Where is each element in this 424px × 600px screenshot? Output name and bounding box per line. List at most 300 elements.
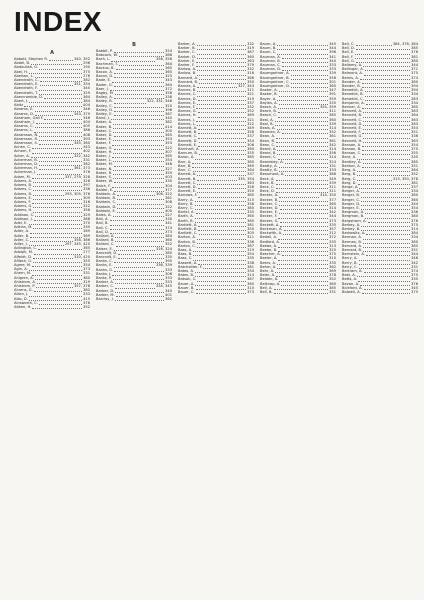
entry-name: Betts, A.: [342, 277, 358, 282]
entry-name: Beck, B.: [260, 180, 275, 185]
entry-pages: 331: [329, 163, 336, 168]
entry-name: Barnett, B.: [178, 130, 198, 135]
entry-pages: 316: [83, 199, 90, 204]
index-column: [178, 42, 254, 594]
entry-name: Beeler, A.: [260, 256, 278, 261]
entry-name: Ahlstrom, P.: [14, 283, 36, 288]
entry-name: Barnes, B.: [178, 88, 197, 93]
entry-name: Ball, D.: [96, 229, 109, 234]
entry-pages: 314: [329, 147, 336, 152]
entry-pages: 336: [411, 134, 418, 139]
entry-pages: 363: [247, 58, 254, 63]
entry-pages: 316, 324: [155, 246, 172, 251]
entry-pages: 337: [247, 134, 254, 139]
entry-pages: 331: [329, 289, 336, 294]
entry-pages: 408: [83, 132, 90, 137]
entry-name: Bennett, F.: [342, 130, 362, 135]
entry-pages: 296: [83, 61, 90, 66]
entry-name: Adams, B.: [14, 183, 33, 188]
entry-pages: 332: [247, 67, 254, 72]
entry-name: Barnes, G.: [178, 109, 197, 114]
entry-name: Abendroth, T.: [14, 90, 38, 95]
entry-name: Bade, E.: [96, 78, 111, 83]
entry-name: Abendroth, F.: [14, 86, 38, 91]
entry-name: Beecher, A.: [260, 252, 281, 257]
entry-pages: 403: [165, 175, 172, 180]
entry-pages: 377: [165, 187, 172, 192]
entry-name: Baer, J.: [96, 86, 109, 91]
entry-name: Adlington, C.: [14, 246, 38, 251]
entry-pages: 344: [411, 63, 418, 68]
entry-pages: 322, 331, 346: [146, 99, 172, 104]
entry-pages: 364: [411, 113, 418, 118]
entry-pages: 386: [329, 172, 336, 177]
entry-pages: 333: [165, 275, 172, 280]
entry-pages: 276: [83, 73, 90, 78]
entry-pages: 380: [165, 250, 172, 255]
entry-pages: 356, 358: [155, 57, 172, 62]
entry-pages: 360: [329, 281, 336, 286]
entry-name: Adams, A.: [14, 178, 33, 183]
dot-leader: [115, 297, 164, 301]
entry-pages: 394: [411, 84, 418, 89]
entry-pages: 277: [83, 250, 90, 255]
entry-pages: 350: [247, 79, 254, 84]
entry-name: Addison, J.: [14, 216, 33, 221]
entry-name: Bancroft, D.: [96, 250, 118, 255]
entry-name: Abrams, E.: [14, 107, 34, 112]
entry-pages: 377: [329, 197, 336, 202]
entry-pages: 404: [83, 103, 90, 108]
entry-name: Beckman, A.: [260, 226, 283, 231]
entry-pages: 364: [247, 168, 254, 173]
entry-name: Beckwith, A.: [260, 231, 283, 236]
entry-pages: 349: [329, 176, 336, 181]
entry-name: Barber, D.: [96, 288, 115, 293]
entry-pages: 376: [83, 170, 90, 175]
entry-name: Berger, A.: [342, 189, 360, 194]
entry-pages: 332: [247, 105, 254, 110]
entry-name: Barker, A.: [178, 42, 196, 46]
entry-pages: 360: [329, 117, 336, 122]
entry-name: Adler, B.: [14, 233, 30, 238]
entry-name: Bickford, A.: [342, 285, 363, 290]
entry-name: Bailey, E.: [96, 112, 113, 117]
entry-name: Ahlstrom, A.: [14, 279, 36, 284]
entry-name: Beck, D.: [260, 189, 275, 194]
entry-name: Bennett, E.: [342, 126, 362, 131]
entry-name: Bancroft, E.: [96, 254, 117, 259]
dot-leader: [32, 305, 82, 309]
entry-name: Bell, G.: [342, 58, 355, 63]
entry-pages: 310: [247, 285, 254, 290]
section-letter: A: [50, 50, 54, 56]
entry-pages: 385: [411, 46, 418, 51]
entry-pages: 380: [247, 193, 254, 198]
entry-pages: 336, 339: [155, 263, 172, 268]
entry-pages: 321: [247, 117, 254, 122]
entry-pages: 316: [247, 71, 254, 76]
entry-pages: 344: [411, 201, 418, 206]
entry-name: Bauman, D.: [260, 67, 282, 72]
entry-name: Banta, P.: [96, 275, 112, 280]
entry-pages: 375: [411, 273, 418, 278]
entry-name: Bean, A.: [260, 134, 275, 139]
entry-pages: 311: [247, 235, 254, 240]
entry-name: Barber, C.: [96, 284, 115, 289]
entry-name: Barrett, D.: [178, 184, 197, 189]
entry-pages: 352: [411, 172, 418, 177]
entry-pages: 333: [329, 63, 336, 68]
entry-name: Berkowitz, A.: [342, 231, 366, 236]
entry-pages: 352: [165, 242, 172, 247]
entry-name: Bass, C.: [178, 256, 193, 261]
entry-name: Benson, C.: [342, 151, 362, 156]
entry-pages: 356: [329, 151, 336, 156]
entry-pages: 344: [329, 46, 336, 51]
entry-pages: 360: [247, 218, 254, 223]
entry-pages: 354: [411, 126, 418, 131]
entry-name: Adam, M.: [14, 174, 31, 179]
entry-pages: 381: [247, 264, 254, 269]
entry-pages: 335: [247, 151, 254, 156]
entry-name: Barr, B.: [178, 163, 192, 168]
entry-name: Berge, A.: [342, 184, 359, 189]
entry-pages: 334: [411, 92, 418, 97]
entry-pages: 311: [329, 109, 336, 114]
entry-name: Berry, B.: [342, 260, 358, 265]
entry-name: Beaumont, A.: [260, 172, 285, 177]
entry-name: Abrams, C.: [14, 124, 34, 129]
entry-name: Bergstrom, A.: [342, 218, 367, 223]
entry-pages: 322: [165, 145, 172, 150]
entry-pages: 383: [411, 109, 418, 114]
entry-name: Berger, D.: [342, 201, 361, 206]
entry-name: Bevan, A.: [342, 281, 360, 286]
entry-name: Bach, L.: [96, 57, 111, 62]
entry-pages: 360: [247, 54, 254, 59]
entry-pages: 333: [329, 67, 336, 72]
entry-name: Beals, A.: [260, 126, 276, 131]
entry-name: Ballard, C.: [96, 242, 115, 247]
entry-pages: 301: [329, 79, 336, 84]
entry-name: Batchelder, F.: [178, 264, 203, 269]
entry-pages: 354: [83, 262, 90, 267]
entry-pages: 372: [329, 235, 336, 240]
entry-pages: 357, 378: [73, 283, 90, 288]
entry-name: Benton, A.: [342, 163, 361, 168]
entry-name: Backus, B.: [96, 65, 115, 70]
entry-pages: 374: [411, 268, 418, 273]
entry-pages: 300: [165, 128, 172, 133]
entry-pages: 319: [247, 46, 254, 51]
entry-name: Adel, E.: [14, 220, 28, 225]
entry-pages: 382: [165, 120, 172, 125]
entry-pages: 345: [411, 285, 418, 290]
entry-pages: 337: [411, 184, 418, 189]
entry-name: Bailey, B.: [96, 99, 113, 104]
entry-pages: 369: [247, 163, 254, 168]
entry-name: Baldwin, C.: [96, 200, 117, 205]
entry-name: Ball, A.: [96, 217, 109, 222]
entry-name: Aiko, D.: [14, 296, 28, 301]
entry-name: Aiken, J.: [14, 292, 29, 297]
entry-pages: 324: [329, 159, 336, 164]
entry-pages: 335: [165, 254, 172, 259]
entry-name: Belden, A.: [260, 277, 279, 282]
entry-name: Banks, E.: [96, 263, 113, 268]
entry-pages: 376: [83, 300, 90, 305]
entry-name: Barton, C.: [178, 243, 196, 248]
entry-pages: 334: [247, 268, 254, 273]
entry-pages: 330: [165, 179, 172, 184]
entry-name: Bedford, A.: [260, 239, 280, 244]
entry-pages: 334, 345: [155, 284, 172, 289]
section-letter: B: [132, 42, 136, 48]
entry-name: Bachman, T.: [96, 61, 119, 66]
index-column: [14, 42, 90, 594]
entry-pages: 402: [83, 149, 90, 154]
entry-pages: 383: [411, 121, 418, 126]
entry-name: Abramson, R.: [14, 136, 39, 141]
entry-name: Baxter, B.: [260, 92, 278, 97]
entry-pages: 378: [329, 273, 336, 278]
entry-pages: 353: [165, 141, 172, 146]
entry-pages: 351: [411, 163, 418, 168]
entry-name: Bales, A.: [96, 212, 112, 217]
entry-pages: 335: [83, 225, 90, 230]
entry-name: Barnett, A.: [178, 126, 198, 131]
entry-name: Bates, B.: [178, 273, 195, 278]
entry-pages: 331: [411, 264, 418, 269]
entry-name: Benedict, B.: [342, 92, 364, 97]
entry-name: Balch, F.: [96, 183, 111, 188]
entry-pages: 400: [165, 208, 172, 213]
entry-pages: 365: [165, 133, 172, 138]
entry-name: Bellinger, A.: [342, 67, 364, 72]
entry-pages: 340: [83, 86, 90, 91]
entry-name: Baker, G.: [96, 145, 113, 150]
entry-name: Barnes, F.: [178, 105, 196, 110]
entry-name: Berman, B.: [342, 239, 362, 244]
entry-name: Bass, A.: [178, 247, 193, 252]
entry-pages: 327: [165, 166, 172, 171]
entry-name: Bartlett, A.: [178, 222, 198, 227]
entry-name: Barton, B.: [178, 239, 196, 244]
entry-name: Adler, J.: [14, 241, 28, 246]
entry-name: Aitken, H.: [14, 304, 32, 309]
entry-pages: 380: [247, 159, 254, 164]
entry-name: Barber, M.: [96, 292, 115, 297]
entry-name: Barrett, C.: [178, 180, 197, 185]
entry-name: Abelson, L.: [14, 73, 34, 78]
entry-name: Bailey, D.: [96, 107, 114, 112]
entry-name: Bader, G.: [96, 82, 113, 87]
entry-name: Babbit, P.: [96, 49, 113, 53]
entry-pages: 385: [411, 243, 418, 248]
entry-name: Bell, C.: [342, 42, 355, 46]
entry-name: Baldwin, E.: [96, 208, 116, 213]
entry-name: Becker, D.: [260, 205, 279, 210]
index-column: [260, 42, 336, 594]
entry-pages: 384, 378, 384: [392, 42, 418, 46]
entry-pages: 327: [165, 212, 172, 217]
entry-name: Adams, F.: [14, 199, 32, 204]
entry-name: Bauman, C.: [260, 63, 281, 68]
entry-pages: 306, 322: [155, 191, 172, 196]
entry-name: Bennett, B.: [342, 113, 363, 118]
entry-pages: 381: [247, 222, 254, 227]
entry-name: Bailey, A.: [96, 95, 113, 100]
entry-pages: 371: [411, 67, 418, 72]
entry-name: Baumgartner, C.: [260, 79, 290, 84]
entry-name: Bauer, B.: [178, 285, 195, 290]
entry-name: Bacon, A.: [96, 70, 113, 75]
entry-pages: 331: [83, 157, 90, 162]
entry-name: Bartlett, C.: [178, 231, 198, 236]
entry-name: Barton, A.: [178, 235, 196, 240]
entry-name: Bennett, C.: [342, 117, 363, 122]
entry-name: Baker, W.: [96, 179, 113, 184]
entry-name: Bagby, M.: [96, 91, 114, 96]
entry-name: Barry, C.: [178, 205, 194, 210]
entry-pages: 335: [247, 256, 254, 261]
entry-name: Baum, C.: [260, 50, 277, 55]
entry-pages: 356: [83, 208, 90, 213]
entry-pages: 404: [83, 120, 90, 125]
entry-pages: 355: [411, 151, 418, 156]
entry-pages: 369: [83, 233, 90, 238]
entry-pages: 339: [329, 71, 336, 76]
entry-pages: 363: [411, 117, 418, 122]
entry-pages: 321: [247, 92, 254, 97]
entry-pages: 354: [165, 49, 172, 53]
entry-name: Bennett, H.: [342, 138, 363, 143]
entry-pages: 353: [165, 137, 172, 142]
entry-name: Adler, A.: [14, 229, 30, 234]
entry-name: Bertram, A.: [342, 268, 363, 273]
entry-name: Benedict, A.: [342, 88, 364, 93]
entry-pages: 373: [329, 218, 336, 223]
entry-name: Abdoullah, G.: [14, 65, 39, 70]
entry-pages: 340: [165, 288, 172, 293]
entry-pages: 293, 305, 376: [64, 191, 90, 196]
entry-pages: 361: [165, 196, 172, 201]
entry-pages: 360: [165, 238, 172, 243]
entry-name: Baumgartner, D.: [260, 84, 290, 89]
entry-pages: 338: [165, 95, 172, 100]
entry-pages: 364: [165, 82, 172, 87]
entry-pages: 362: [83, 162, 90, 167]
entry-name: Barrett, A.: [178, 172, 197, 177]
entry-name: Abrams, D.: [14, 111, 34, 116]
entry-pages: 386: [83, 128, 90, 133]
entry-name: Beier, A.: [260, 273, 276, 278]
entry-name: Barth, A.: [178, 214, 194, 219]
entry-pages: 334: [411, 235, 418, 240]
entry-pages: 352: [83, 304, 90, 309]
entry-pages: 346: [165, 162, 172, 167]
entry-name: Best, A.: [342, 273, 356, 278]
entry-pages: 340, 352: [73, 57, 90, 61]
entry-pages: 415: [83, 296, 90, 301]
entry-pages: 354: [247, 252, 254, 257]
entry-pages: 363: [247, 180, 254, 185]
entry-pages: 314: [329, 126, 336, 131]
entry-pages: 375: [411, 289, 418, 294]
entry-pages: 304: [165, 183, 172, 188]
entry-pages: 336: [83, 187, 90, 192]
entry-name: Bedell, A.: [260, 235, 277, 240]
entry-pages: 366: [247, 75, 254, 80]
entry-pages: 360: [329, 201, 336, 206]
entry-name: Baird, J.: [96, 116, 110, 121]
entry-pages: 342: [411, 260, 418, 265]
entry-name: Baumgartner, B.: [260, 75, 290, 80]
entry-name: Batson, C.: [178, 277, 197, 282]
entry-name: Adams, G.: [14, 204, 33, 209]
entry-pages: 391: [329, 92, 336, 97]
entry-pages: 307: [165, 149, 172, 154]
entry-pages: 360: [411, 197, 418, 202]
entry-pages: 384: [411, 231, 418, 236]
entry-pages: 331: [83, 271, 90, 276]
entry-pages: 336: [247, 239, 254, 244]
entry-pages: 375: [411, 71, 418, 76]
entry-name: Bassett, A.: [178, 260, 198, 265]
entry-name: Barnett, D.: [178, 138, 198, 143]
entry-pages: 360: [329, 84, 336, 89]
index-column: [96, 42, 172, 594]
entry-pages: 339: [329, 180, 336, 185]
entry-pages: 344: [329, 214, 336, 219]
entry-pages: 380: [411, 214, 418, 219]
entry-name: Affeldt, D.: [14, 254, 33, 259]
entry-name: Bellamy, A.: [342, 63, 363, 68]
entry-name: Adolph, M.: [14, 250, 33, 255]
entry-name: Behm, A.: [260, 264, 277, 269]
dot-leader: [274, 290, 329, 294]
entry-name: Beck, A.: [260, 176, 275, 181]
entry-pages: 362: [165, 296, 172, 301]
entry-pages: 314: [329, 205, 336, 210]
entry-pages: 396: [329, 50, 336, 55]
entry-name: Belknap, A.: [260, 281, 281, 286]
entry-pages: 342: [329, 210, 336, 215]
entry-name: Addison, C.: [14, 212, 35, 217]
entry-name: Beal, B.: [260, 121, 274, 126]
entry-pages: 354, 359: [319, 105, 336, 110]
entry-name: Barrows, F.: [178, 193, 198, 198]
entry-pages: 319: [247, 96, 254, 101]
entry-name: Abramson, N.: [14, 132, 39, 137]
entry-pages: 382: [83, 78, 90, 83]
entry-name: Abercrombie, D.: [14, 94, 44, 99]
entry-pages: 346: [411, 256, 418, 261]
entry-name: Ahrens, G.: [14, 288, 33, 293]
entry-pages: 326: [247, 184, 254, 189]
entry-name: Ackerman, J.: [14, 170, 37, 175]
entry-name: Barrett, E.: [178, 189, 197, 194]
entry-name: Bent, A.: [342, 155, 357, 160]
entry-pages: 306: [247, 142, 254, 147]
entry-pages: 351: [411, 130, 418, 135]
entry-pages: 363: [411, 138, 418, 143]
entry-name: Bell, E.: [342, 50, 355, 55]
entry-name: Barclay, J.: [96, 296, 114, 301]
entry-pages: 351, 354: [73, 82, 90, 87]
entry-name: Berg, D.: [342, 180, 357, 185]
